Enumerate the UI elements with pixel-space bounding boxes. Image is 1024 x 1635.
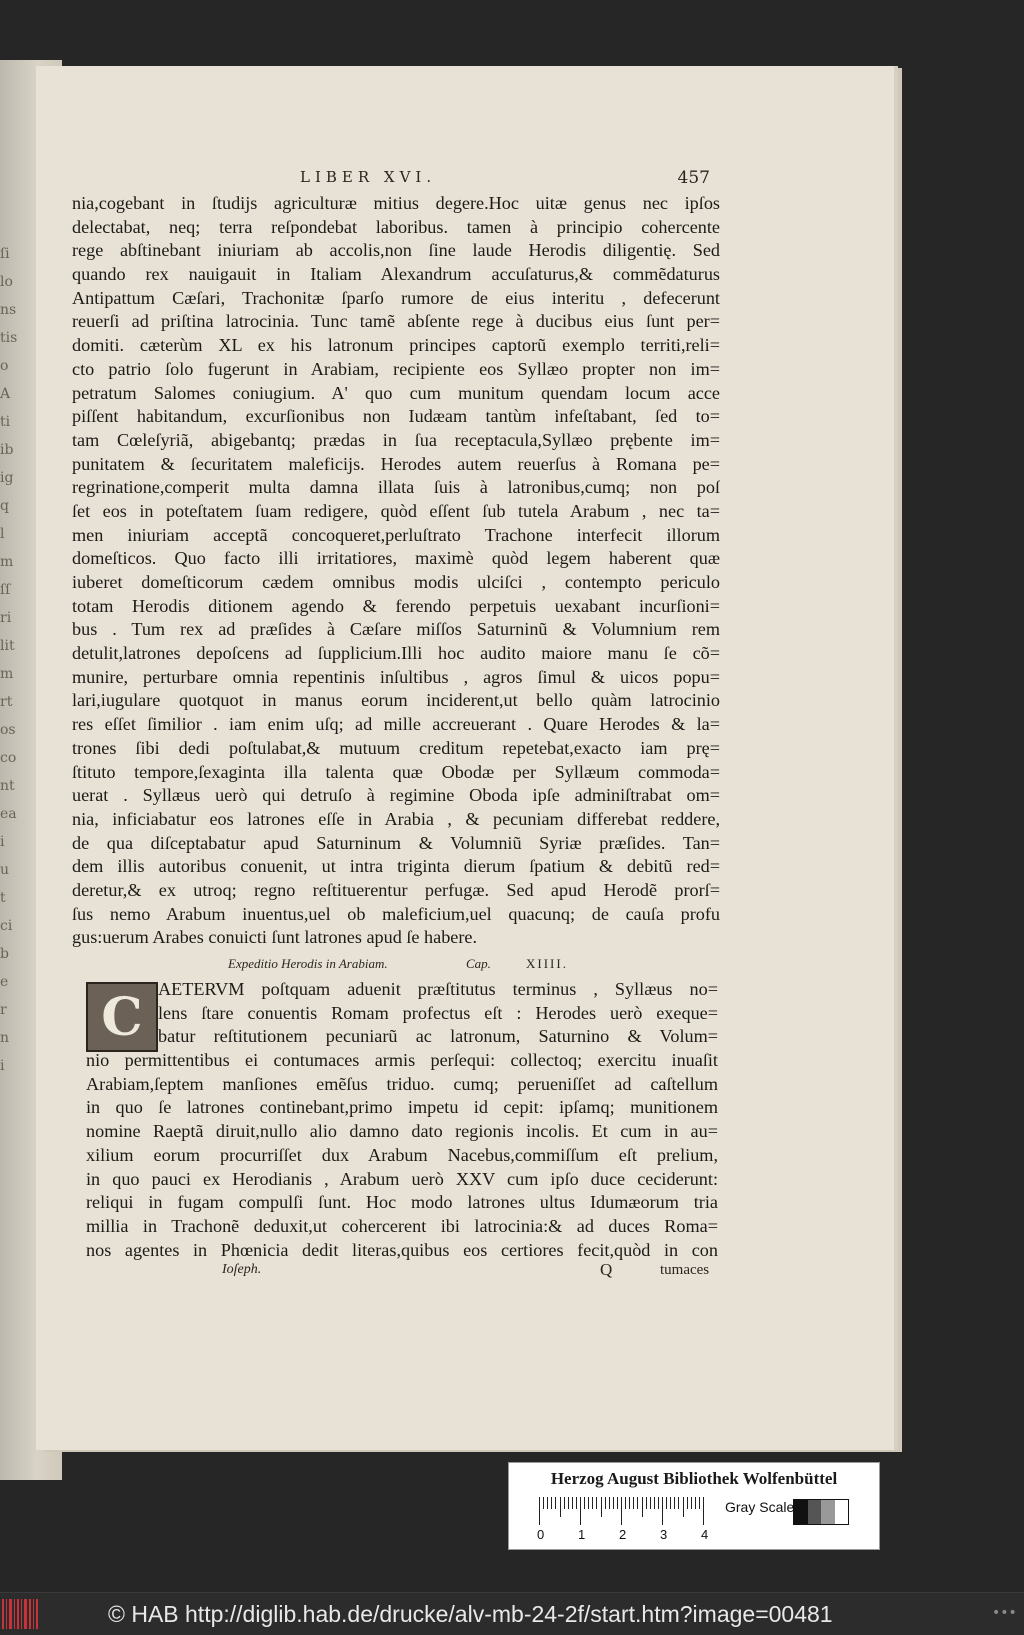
text-line: iuberet domeſticorum cædem omnibus modis ulciſci , contempto periculo (72, 572, 720, 592)
text-line: lens ſtare conuentis Romam profectus eſt : Herodes uerò exeque= (158, 1002, 718, 1023)
barcode-bar (33, 1599, 34, 1629)
barcode-bar (14, 1599, 15, 1629)
ruler-tick (666, 1497, 667, 1509)
barcode-bar (24, 1599, 27, 1629)
text-line: nia,cogebant in ſtudijs agriculturæ mitius degere.Hoc uitæ genus nec ipſos (72, 193, 720, 213)
gray-swatch-cell (835, 1500, 849, 1524)
barcode-bar (21, 1599, 22, 1629)
page-number: 457 (677, 168, 710, 188)
scale-number: 4 (701, 1527, 709, 1542)
running-head (300, 168, 710, 190)
scale-number: 3 (660, 1527, 668, 1542)
text-line: ſet eos in poteſtatem ſuam redigere, quòd eſſent ſub tutela Arabum , nec ta= (72, 500, 720, 521)
text-line: tam Cœleſyriã, abigebantq; prædas in ſua receptacula,Syllæo prębente im= (72, 429, 720, 450)
chapter-title: Expeditio Herodis in Arabiam. (228, 956, 388, 971)
ruler-tick (654, 1497, 655, 1509)
catchword: tumaces (660, 1262, 710, 1278)
text-line: munire, perturbare omnia repentinis inſultibus , agros ſimul & uicos popu= (72, 666, 720, 687)
text-line: rege abſtinebant iniuriam ab accolis,non ſine laude Herodis diligentię. Sed (72, 240, 720, 261)
chapter-cap-label: Cap. (466, 956, 491, 971)
ruler-tick (629, 1497, 630, 1509)
initial-letter: C (101, 986, 143, 1048)
chapter-heading (228, 956, 628, 976)
text-line: nos agentes in Phœnicia dedit literas,quibus eos certiores fecit,quòd in con (86, 1239, 718, 1260)
ruler-tick (605, 1497, 606, 1509)
text-line: petratum Salomes coniugium. A' quo cum munitum quendam locum acce (72, 382, 720, 403)
ruler-tick (662, 1497, 663, 1525)
barcode-bar (36, 1599, 38, 1629)
scale-number: 2 (619, 1527, 627, 1542)
text-line: dem illis autoribus conuenit, ut intra triginta dierum ſpatium & debitũ red= (72, 856, 720, 877)
signature-label: Ioſeph. (222, 1262, 262, 1277)
ruler-tick (703, 1497, 704, 1525)
ruler-tick (551, 1497, 552, 1509)
grayscale-label: Gray Scale (725, 1499, 795, 1515)
ruler-tick (678, 1497, 679, 1509)
barcode-bar (17, 1599, 19, 1629)
text-line: in quo ſe latrones continebant,primo impetu id cepit: ipſamq; munitionem (86, 1097, 718, 1118)
text-line: trones ſibi dedi poſtulabat,& mutuum creditum repetebat,exacto iam prę= (72, 737, 720, 758)
text-line: res eſſet ſimilior . iam enim uſq; ad mille accreuerant . Quare Herodes & la= (72, 714, 720, 735)
signature-mark: Q (600, 1260, 613, 1279)
text-line: reuerſi ad priſtina latrocinia. Tunc tamẽ abſente rege à ducibus eius ſunt per= (72, 311, 720, 332)
ruler-tick (695, 1497, 696, 1509)
ruler-tick (617, 1497, 618, 1509)
ruler-tick (658, 1497, 659, 1509)
text-line: de qua diſceptabatur apud Saturninum & Volumniũ Syriæ præſides. Tan= (72, 832, 720, 853)
text-line: totam Herodis ditionem agendo & ferendo perpetuis uexabant incurſioni= (72, 595, 720, 616)
ruler-tick (699, 1497, 700, 1509)
facing-page-fragments: ſi lo ns tis o A ti ib ig q l m ſſ ri lit m rt os co nt ea i u t ci b e r n i (0, 246, 18, 1074)
ruler-tick (613, 1497, 614, 1509)
ruler-tick (572, 1497, 573, 1509)
barcode-logo-icon (2, 1599, 48, 1629)
ruler-tick (588, 1497, 589, 1509)
ruler-tick (642, 1497, 643, 1517)
text-line: quando rex nauigauit in Italiam Alexandrum accuſaturus,& commẽdaturus (72, 264, 720, 285)
ruler-tick (691, 1497, 692, 1509)
text-line: lari,iugulare quotquot in manus eorum inciderent,ut bello quàm latrocinio (72, 690, 720, 711)
text-line: in quo pauci ex Herodianis , Arabum uerò XXV cum ipſo duce ceciderunt: (86, 1168, 718, 1189)
scale-number: 0 (537, 1527, 545, 1542)
scale-number: 1 (578, 1527, 586, 1542)
ruler-tick (683, 1497, 684, 1517)
chapter-number: XIIII. (526, 956, 568, 971)
chapter-text-block (86, 978, 718, 1262)
ruler-tick (592, 1497, 593, 1509)
text-line: regrinatione,comperit multa damna illata ſuis à latronibus,cumq; non poſ (72, 477, 720, 498)
ruler-tick (555, 1497, 556, 1509)
ruler-tick (568, 1497, 569, 1509)
text-line: punitatem & ſecuritatem maleficijs. Herodes autem reuerſus à Romana pe= (72, 453, 720, 474)
more-icon[interactable]: ••• (992, 1605, 1017, 1621)
barcode-bar (2, 1599, 4, 1629)
barcode-bar (6, 1599, 7, 1629)
ruler-tick (674, 1497, 675, 1509)
text-line: millia in Trachonẽ deduxit,ut cohercerent ibi latrocinia:& ad duces Roma= (86, 1215, 718, 1236)
text-line: xilium eorum procurriſſet dux Arabum Nacebus,commiſſum eſt prelium, (86, 1144, 718, 1165)
ruler-tick (539, 1497, 540, 1525)
status-bar (0, 1592, 1024, 1635)
ruler-tick (547, 1497, 548, 1509)
text-line: ſus nemo Arabum inuentus,uel ob maleficium,uel quacunq; de cauſa profu (72, 903, 720, 924)
text-line: domeſticos. Quo facto illi irritatiores, maximè quòd legem haberent quæ (72, 548, 720, 569)
ruler-tick (580, 1497, 581, 1525)
text-line: gus:uerum Arabes conuicti ſunt latrones apud ſe habere. (72, 927, 478, 948)
scale-ruler (539, 1497, 719, 1527)
running-head-title: LIBER XVI. (300, 168, 437, 186)
text-line: AETERVM poſtquam aduenit præſtitutus terminus , Syllæus no= (158, 979, 718, 999)
ruler-tick (670, 1497, 671, 1509)
source-url[interactable]: © HAB http://diglib.hab.de/drucke/alv-mb-24-2f/start.htm?image=00481 (108, 1601, 833, 1627)
text-line: Arabiam,ſeptem manſiones emẽſus triduo. cumq; perueniſſet ad caſtellum (86, 1073, 718, 1094)
ruler-tick (650, 1497, 651, 1509)
grayscale-swatch (793, 1499, 849, 1525)
library-name: Herzog August Bibliothek Wolfenbüttel (550, 1469, 838, 1488)
ruler-tick (625, 1497, 626, 1509)
text-line: nomine Raeptã diruit,nullo alio damno dato regionis incolis. Et cum in au= (86, 1121, 718, 1142)
ruler-tick (646, 1497, 647, 1509)
ruler-tick (687, 1497, 688, 1509)
barcode-bar (9, 1599, 12, 1629)
ruler-tick (637, 1497, 638, 1509)
text-line: reliqui in fugam compulſi ſunt. Hoc modo latrones ultus Idumæorum tria (86, 1192, 718, 1213)
text-line: batur reſtitutionem pecuniarũ ac latronum, Saturnino & Volum= (158, 1026, 718, 1047)
text-line: piſſent habitandum, excurſionibus non Iudæam tantùm infeſtabant, ſed to= (72, 406, 720, 427)
ruler-tick (621, 1497, 622, 1525)
ruler-tick (601, 1497, 602, 1517)
ruler-tick (609, 1497, 610, 1509)
text-line: detulit,latrones depoſcens ad ſupplicium.Illi hoc audito maiore manu ſe cõ= (72, 643, 720, 664)
gray-swatch-cell (794, 1500, 808, 1524)
ruler-tick (564, 1497, 565, 1509)
text-line: ſtituto tempore,ſexaginta illa talenta quæ Obodæ per Syllæum commoda= (72, 761, 720, 782)
ruler-tick (543, 1497, 544, 1509)
ruler-tick (584, 1497, 585, 1509)
text-line: domiti. cæterùm XL ex his latronum principes captorũ exemplo territi,reli= (72, 335, 720, 356)
ruler-tick (596, 1497, 597, 1509)
ruler-tick (633, 1497, 634, 1509)
text-line: Antipattum Cæſari, Trachonitæ ſparſo rumore de eius interitu , defecerunt (72, 287, 720, 308)
text-line: uerat . Syllæus uerò qui detruſo à regimine Oboda ipſe adminiſtrabat om= (72, 785, 720, 806)
text-line: men iniuriam acceptã concoqueret,perluſtrato Trachone interfecit illorum (72, 524, 720, 545)
main-text-block (72, 192, 720, 950)
gray-swatch-cell (808, 1500, 822, 1524)
text-line: delectabat, neq; terra reſpondebat laboribus. tamen à principio cohercente (72, 216, 720, 237)
scale-numbers (537, 1527, 737, 1543)
ruler-tick (560, 1497, 561, 1517)
text-line: cto patrio ſolo fugerunt in Arabiam, recipiente eos Syllæo propter non im= (72, 358, 720, 379)
ruler-tick (576, 1497, 577, 1509)
gray-swatch-cell (821, 1500, 835, 1524)
text-line: nia, inficiabatur eos latrones eſſe in Arabia , & pecuniam differebat reddere, (72, 808, 720, 829)
barcode-bar (29, 1599, 31, 1629)
text-line: bus . Tum rex ad præſides à Cæſare miſſos Saturninũ & Volumnium rem (72, 619, 720, 640)
color-calibration-bar (508, 1462, 880, 1550)
text-line: nio permittentibus ei contumaces armis perſequi: collectoq; exercitu inuaſit (86, 1050, 718, 1071)
text-line: deretur,& ex utroq; regno reſtituerentur perfugæ. Sed apud Herodẽ prorſ= (72, 879, 720, 900)
